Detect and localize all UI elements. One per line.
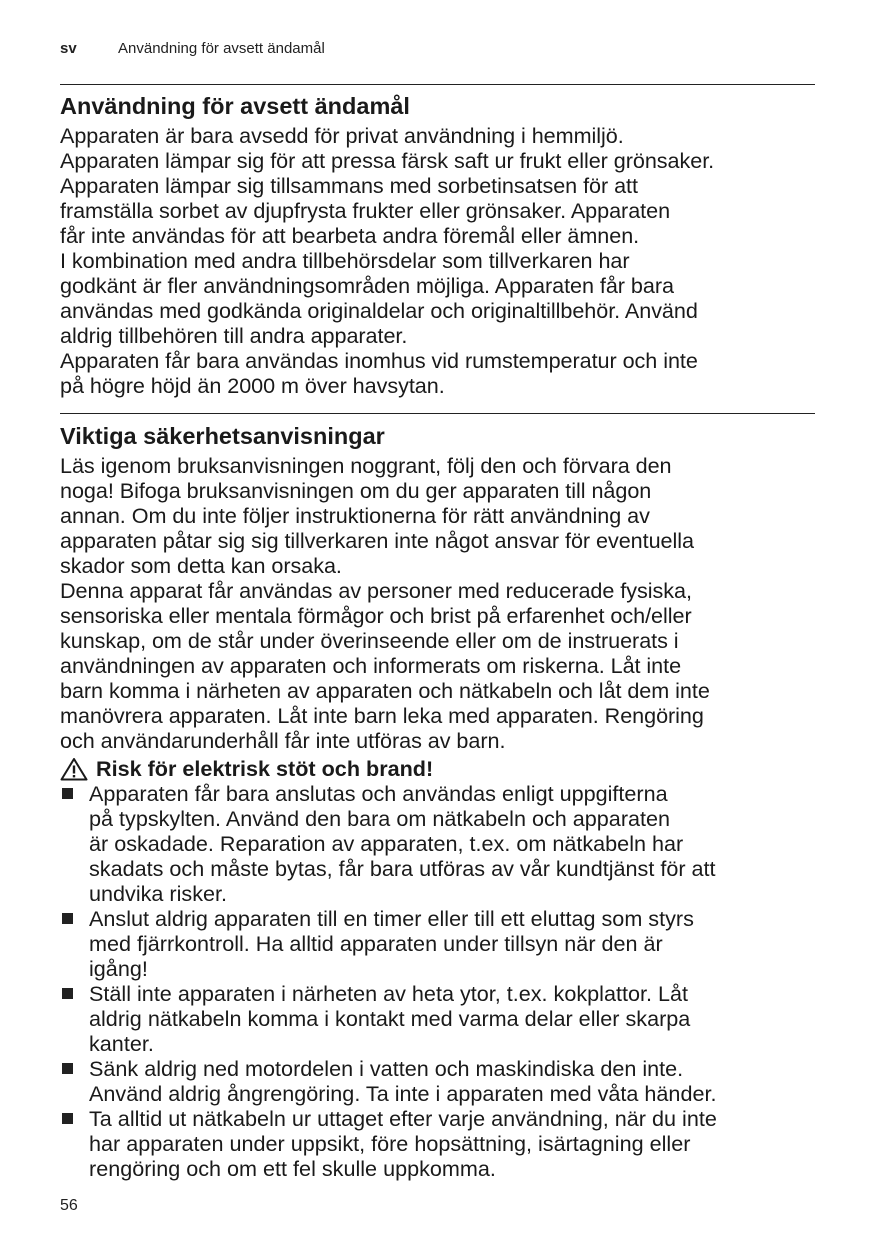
section-heading: Användning för avsett ändamål [60,93,410,119]
warning-list [60,781,820,1181]
section-divider [60,413,815,414]
square-bullet-icon [62,988,73,999]
warning-title: Risk för elektrisk stöt och brand! [96,756,434,781]
running-header [60,40,325,57]
warning-heading [60,756,820,781]
square-bullet-icon [62,788,73,799]
language-code: sv [60,40,77,57]
list-item-text: Apparaten får bara anslutas och användas enligt uppgifterna på typskylten. Använd den bara om nätkabeln och apparaten är oskadade. Reparation av apparaten, t.ex. om nätkabeln har skadats och måste bytas, får bara utföras av vår kundtjänst för att undvika risker. [89,781,716,906]
list-item [60,781,820,906]
section-divider [60,84,815,85]
section-heading: Viktiga säkerhetsanvisningar [60,423,385,449]
page-number: 56 [60,1197,78,1214]
square-bullet-icon [62,1063,73,1074]
section-intended-use [60,92,820,398]
list-item-text: Ta alltid ut nätkabeln ur uttaget efter varje användning, när du inte har apparaten under uppsikt, före hopsättning, isärtagning eller rengöring och om ett fel skulle uppkomma. [89,1106,717,1181]
list-item-text: Anslut aldrig apparaten till en timer eller till ett eluttag som styrs med fjärrkontroll. Ha alltid apparaten under tillsyn när den är igång! [89,906,694,981]
body-paragraph: Denna apparat får användas av personer med reducerade fysiska, sensoriska eller mentala förmågor och brist på erfarenhet och/eller kunskap, om de står under överinseende eller om de instruerats i användningen av apparaten och informerats om riskerna. Låt inte barn komma i närheten av apparaten och nätkabeln och låt dem inte manövrera apparaten. Låt inte barn leka med apparaten. Rengöring och användarunderhåll får inte utföras av barn. [60,578,710,753]
list-item-text: Sänk aldrig ned motordelen i vatten och maskindiska den inte. Använd aldrig ångrengöring. Ta inte i apparaten med våta händer. [89,1056,717,1106]
square-bullet-icon [62,1113,73,1124]
list-item [60,1056,820,1106]
list-item-text: Ställ inte apparaten i närheten av heta ytor, t.ex. kokplattor. Låt aldrig nätkabeln komma i kontakt med varma delar eller skarpa kanter. [89,981,691,1056]
list-item [60,906,820,981]
body-paragraph: Apparaten är bara avsedd för privat användning i hemmiljö. Apparaten lämpar sig för att pressa färsk saft ur frukt eller grönsaker. Apparaten lämpar sig tillsammans med sorbetinsatsen för att framställa sorbet av djupfrysta frukter eller grönsaker. Apparaten får inte användas för att bearbeta andra föremål eller ämnen. I kombination med andra tillbehörsdelar som tillverkaren har godkänt är fler användningsområden möjliga. Apparaten får bara användas med godkända originaldelar och originaltillbehör. Använd aldrig tillbehören till andra apparater. Apparaten får bara användas inomhus vid rumstemperatur och inte på högre höjd än 2000 m över havsytan. [60,123,715,398]
header-title: Användning för avsett ändamål [118,40,325,57]
square-bullet-icon [62,913,73,924]
warning-triangle-icon [60,757,88,781]
body-paragraph: Läs igenom bruksanvisningen noggrant, följ den och förvara den noga! Bifoga bruksanvisningen om du ger apparaten till någon annan. Om du inte följer instruktionerna för rätt användning av apparaten påtar sig sig tillverkaren inte något ansvar för eventuella skador som detta kan orsaka. [60,453,694,578]
section-safety-instructions [60,422,820,1181]
list-item [60,981,820,1056]
list-item [60,1106,820,1181]
